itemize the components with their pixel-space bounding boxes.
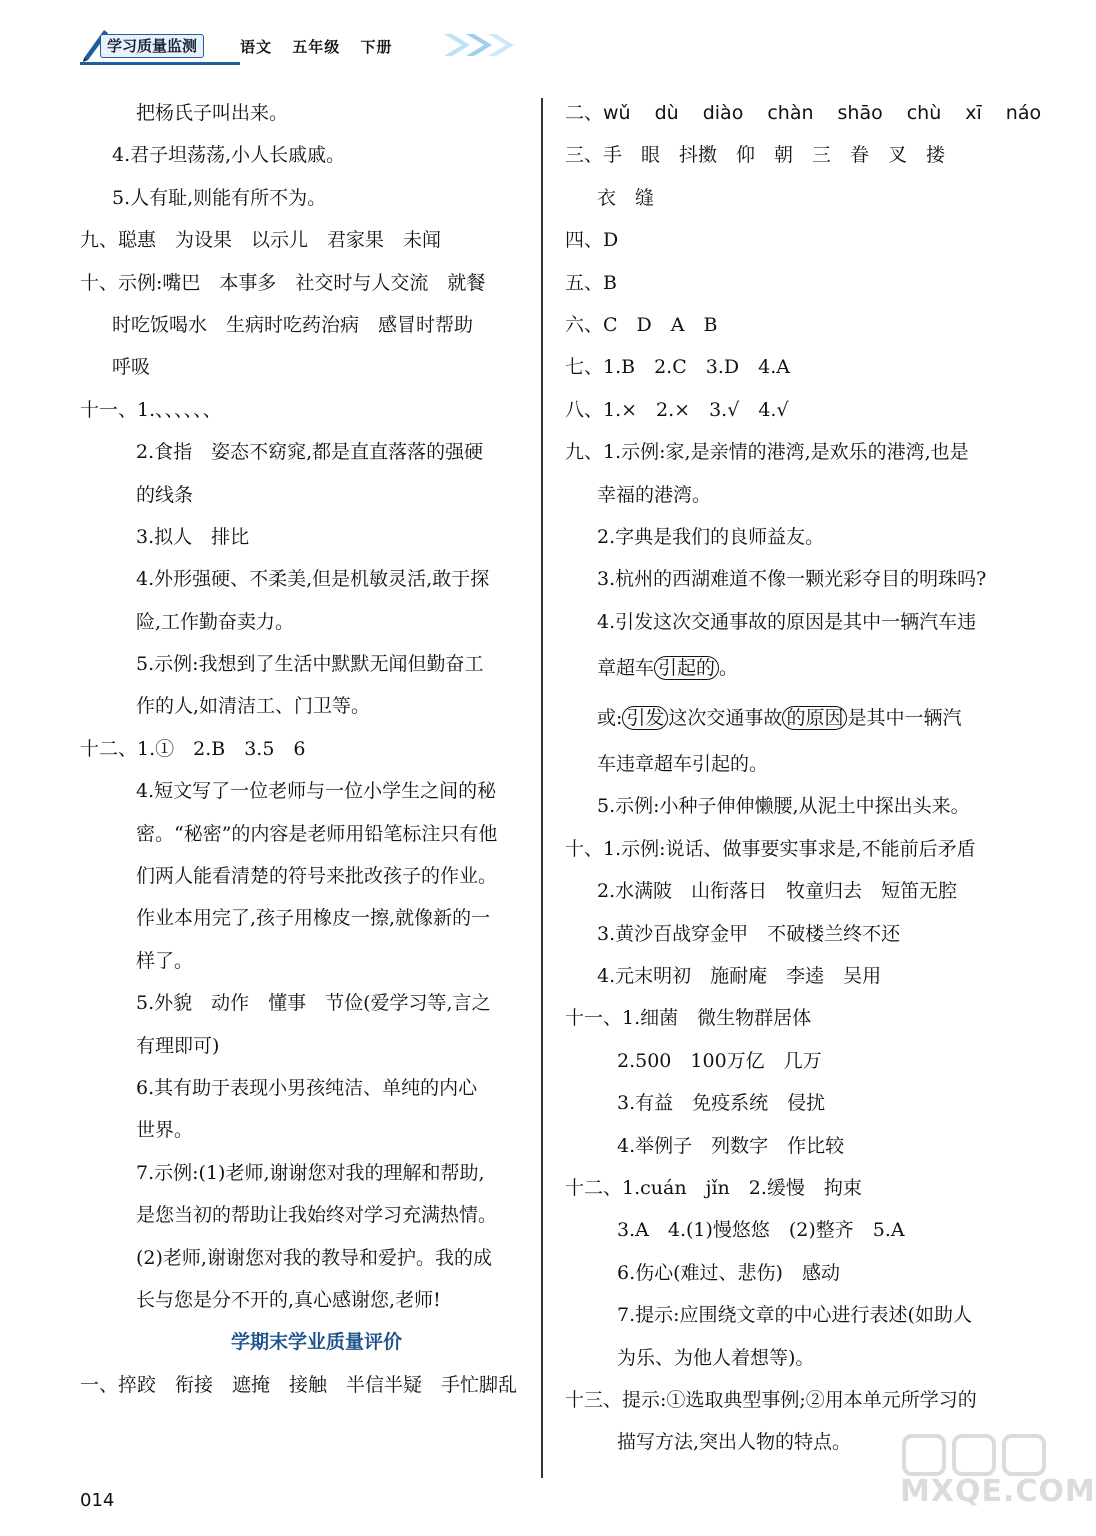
answer-line: 密。“秘密”的内容是老师用铅笔标注只有他 xyxy=(136,822,498,845)
text-fragment: 章超车 xyxy=(597,657,655,680)
answer-line: 5.外貌 动作 懂事 节俭(爱学习等,言之 xyxy=(136,992,491,1015)
answer-line: 们两人能看清楚的符号来批改孩子的作业。 xyxy=(136,865,498,888)
answer-line: 时吃饭喝水 生病时吃药治病 感冒时帮助 xyxy=(112,313,474,336)
answer-line: 有理即可) xyxy=(136,1034,220,1057)
text-fragment: 。 xyxy=(719,657,739,680)
circled-word: 引发 xyxy=(622,706,668,730)
answer-line: 4.元末明初 施耐庵 李逵 吴用 xyxy=(597,965,882,988)
watermark-logo xyxy=(900,1430,1096,1530)
answer-line: 样了。 xyxy=(136,949,194,972)
answer-line: 5.示例:我想到了生活中默默无闻但勤奋工 xyxy=(136,653,484,676)
answer-line: 2.字典是我们的良师益友。 xyxy=(597,525,825,548)
answer-line: 六、C D A B xyxy=(565,313,718,336)
answer-line: 3.有益 免疫系统 侵扰 xyxy=(617,1092,826,1115)
answer-line: 险,工作勤奋卖力。 xyxy=(136,610,295,633)
answer-line: 的线条 xyxy=(136,483,194,506)
header-subtitle xyxy=(240,36,407,57)
answer-line: 3.杭州的西湖难道不像一颗光彩夺目的明珠吗? xyxy=(597,568,987,591)
section-title: 学期末学业质量评价 xyxy=(230,1331,402,1354)
answer-line: 十一、1.细菌 微生物群居体 xyxy=(565,1007,812,1030)
answer-line: 长与您是分不开的,真心感谢您,老师! xyxy=(136,1288,441,1311)
header-underline xyxy=(80,62,240,65)
answer-line: 五、B xyxy=(565,271,617,294)
chevrons-icon xyxy=(440,30,520,60)
watermark-icon xyxy=(900,1430,1050,1480)
header-badge: 学习质量监测 xyxy=(100,34,204,58)
watermark-text: MXQE.COM xyxy=(900,1474,1096,1509)
answer-line: 是您当初的帮助让我始终对学习充满热情。 xyxy=(136,1204,498,1227)
page-header xyxy=(80,28,540,62)
answer-line-circled xyxy=(565,693,1035,743)
text-fragment: 或: xyxy=(597,707,623,730)
pinyin-item: náo xyxy=(1005,102,1042,124)
page-number: 014 xyxy=(80,1490,115,1511)
answer-line: 7.提示:应围绕文章的中心进行表述(如助人 xyxy=(617,1304,972,1327)
header-subject: 语文 xyxy=(240,38,273,56)
answer-line: 4.君子坦荡荡,小人长戚戚。 xyxy=(112,144,346,167)
answer-line: 世界。 xyxy=(136,1119,194,1142)
answer-line: 九、聪惠 为设果 以示儿 君家果 未闻 xyxy=(80,229,442,252)
pinyin-item: chàn xyxy=(767,102,814,124)
answer-line: 九、1.示例:家,是亲情的港湾,是欢乐的港湾,也是 xyxy=(565,441,969,464)
answer-line: 描写方法,突出人物的特点。 xyxy=(617,1431,852,1454)
pinyin-item: shāo xyxy=(837,102,883,124)
answer-line: 4.引发这次交通事故的原因是其中一辆汽车违 xyxy=(597,610,977,633)
answer-line: 为乐、为他人着想等)。 xyxy=(617,1346,815,1369)
answer-line: 四、D xyxy=(565,229,619,252)
answer-line: (2)老师,谢谢您对我的教导和爱护。我的成 xyxy=(136,1246,492,1269)
answer-line: 3.黄沙百战穿金甲 不破楼兰终不还 xyxy=(597,922,901,945)
answer-line: 7.示例:(1)老师,谢谢您对我的理解和帮助, xyxy=(136,1161,485,1184)
pinyin-line xyxy=(565,92,1042,134)
answer-line: 6.其有助于表现小男孩纯洁、单纯的内心 xyxy=(136,1076,478,1099)
answer-line: 3.拟人 排比 xyxy=(136,525,250,548)
answer-line: 作业本用完了,孩子用橡皮一擦,就像新的一 xyxy=(136,907,491,930)
answer-line: 作的人,如清洁工、门卫等。 xyxy=(136,695,371,718)
pinyin-item: dù xyxy=(654,102,679,124)
answer-line: 5.人有耻,则能有所不为。 xyxy=(112,186,327,209)
pinyin-prefix: 二、 xyxy=(565,102,604,124)
header-grade: 五年级 xyxy=(292,38,341,56)
answer-line: 八、1.× 2.× 3.√ 4.√ xyxy=(565,398,789,421)
answer-line: 4.外形强硬、不柔美,但是机敏灵活,敢于探 xyxy=(136,568,490,591)
answer-line: 3.A 4.(1)慢悠悠 (2)整齐 5.A xyxy=(617,1219,905,1242)
answer-line: 衣 缝 xyxy=(597,186,655,209)
circled-word: 引起的 xyxy=(654,656,719,680)
answer-line: 十、1.示例:说话、做事要实事求是,不能前后矛盾 xyxy=(565,837,976,860)
circled-word: 的原因 xyxy=(782,706,847,730)
answer-line: 一、捽跤 衔接 遮掩 接触 半信半疑 手忙脚乱 xyxy=(80,1373,518,1396)
answer-line: 十二、1.cuán jǐn 2.缓慢 拘束 xyxy=(565,1176,862,1199)
answer-line: 4.举例子 列数字 作比较 xyxy=(617,1134,845,1157)
answer-line: 4.短文写了一位老师与一位小学生之间的秘 xyxy=(136,780,497,803)
text-fragment: 这次交通事故 xyxy=(668,707,783,730)
answer-line: 6.伤心(难过、悲伤) 感动 xyxy=(617,1261,840,1284)
right-column xyxy=(565,92,1042,1464)
answer-line: 车违章超车引起的。 xyxy=(597,753,769,776)
answer-line: 把杨氏子叫出来。 xyxy=(136,102,289,124)
pinyin-item: xī xyxy=(965,102,982,124)
answer-line: 幸福的港湾。 xyxy=(597,483,712,506)
answer-line-circled xyxy=(565,643,1035,693)
answer-line: 5.示例:小种子伸伸懒腰,从泥土中探出头来。 xyxy=(597,795,970,818)
answer-line: 呼吸 xyxy=(112,356,151,379)
answer-line: 三、手 眼 抖擞 仰 朝 三 眷 叉 搂 xyxy=(565,144,946,167)
header-volume: 下册 xyxy=(360,38,393,56)
answer-line: 十、示例:嘴巴 本事多 社交时与人交流 就餐 xyxy=(80,271,486,294)
answer-line: 七、1.B 2.C 3.D 4.A xyxy=(565,356,790,379)
pinyin-item: wǔ xyxy=(603,102,631,124)
left-column xyxy=(80,92,535,1406)
answer-line: 2.食指 姿态不窈窕,都是直直落落的强硬 xyxy=(136,441,484,464)
pinyin-item: chù xyxy=(906,102,942,124)
answer-line: 十三、提示:①选取典型事例;②用本单元所学习的 xyxy=(565,1388,977,1411)
answer-line: 2.水满陂 山衔落日 牧童归去 短笛无腔 xyxy=(597,880,958,903)
answer-line: 十二、1.① 2.B 3.5 6 xyxy=(80,737,306,760)
answer-line: 十一、1.、、、、、、 xyxy=(80,398,222,421)
column-divider xyxy=(541,98,543,1478)
answer-line: 2.500 100万亿 几万 xyxy=(617,1049,822,1072)
text-fragment: 是其中一辆汽 xyxy=(847,707,962,730)
pinyin-item: diào xyxy=(702,102,744,124)
